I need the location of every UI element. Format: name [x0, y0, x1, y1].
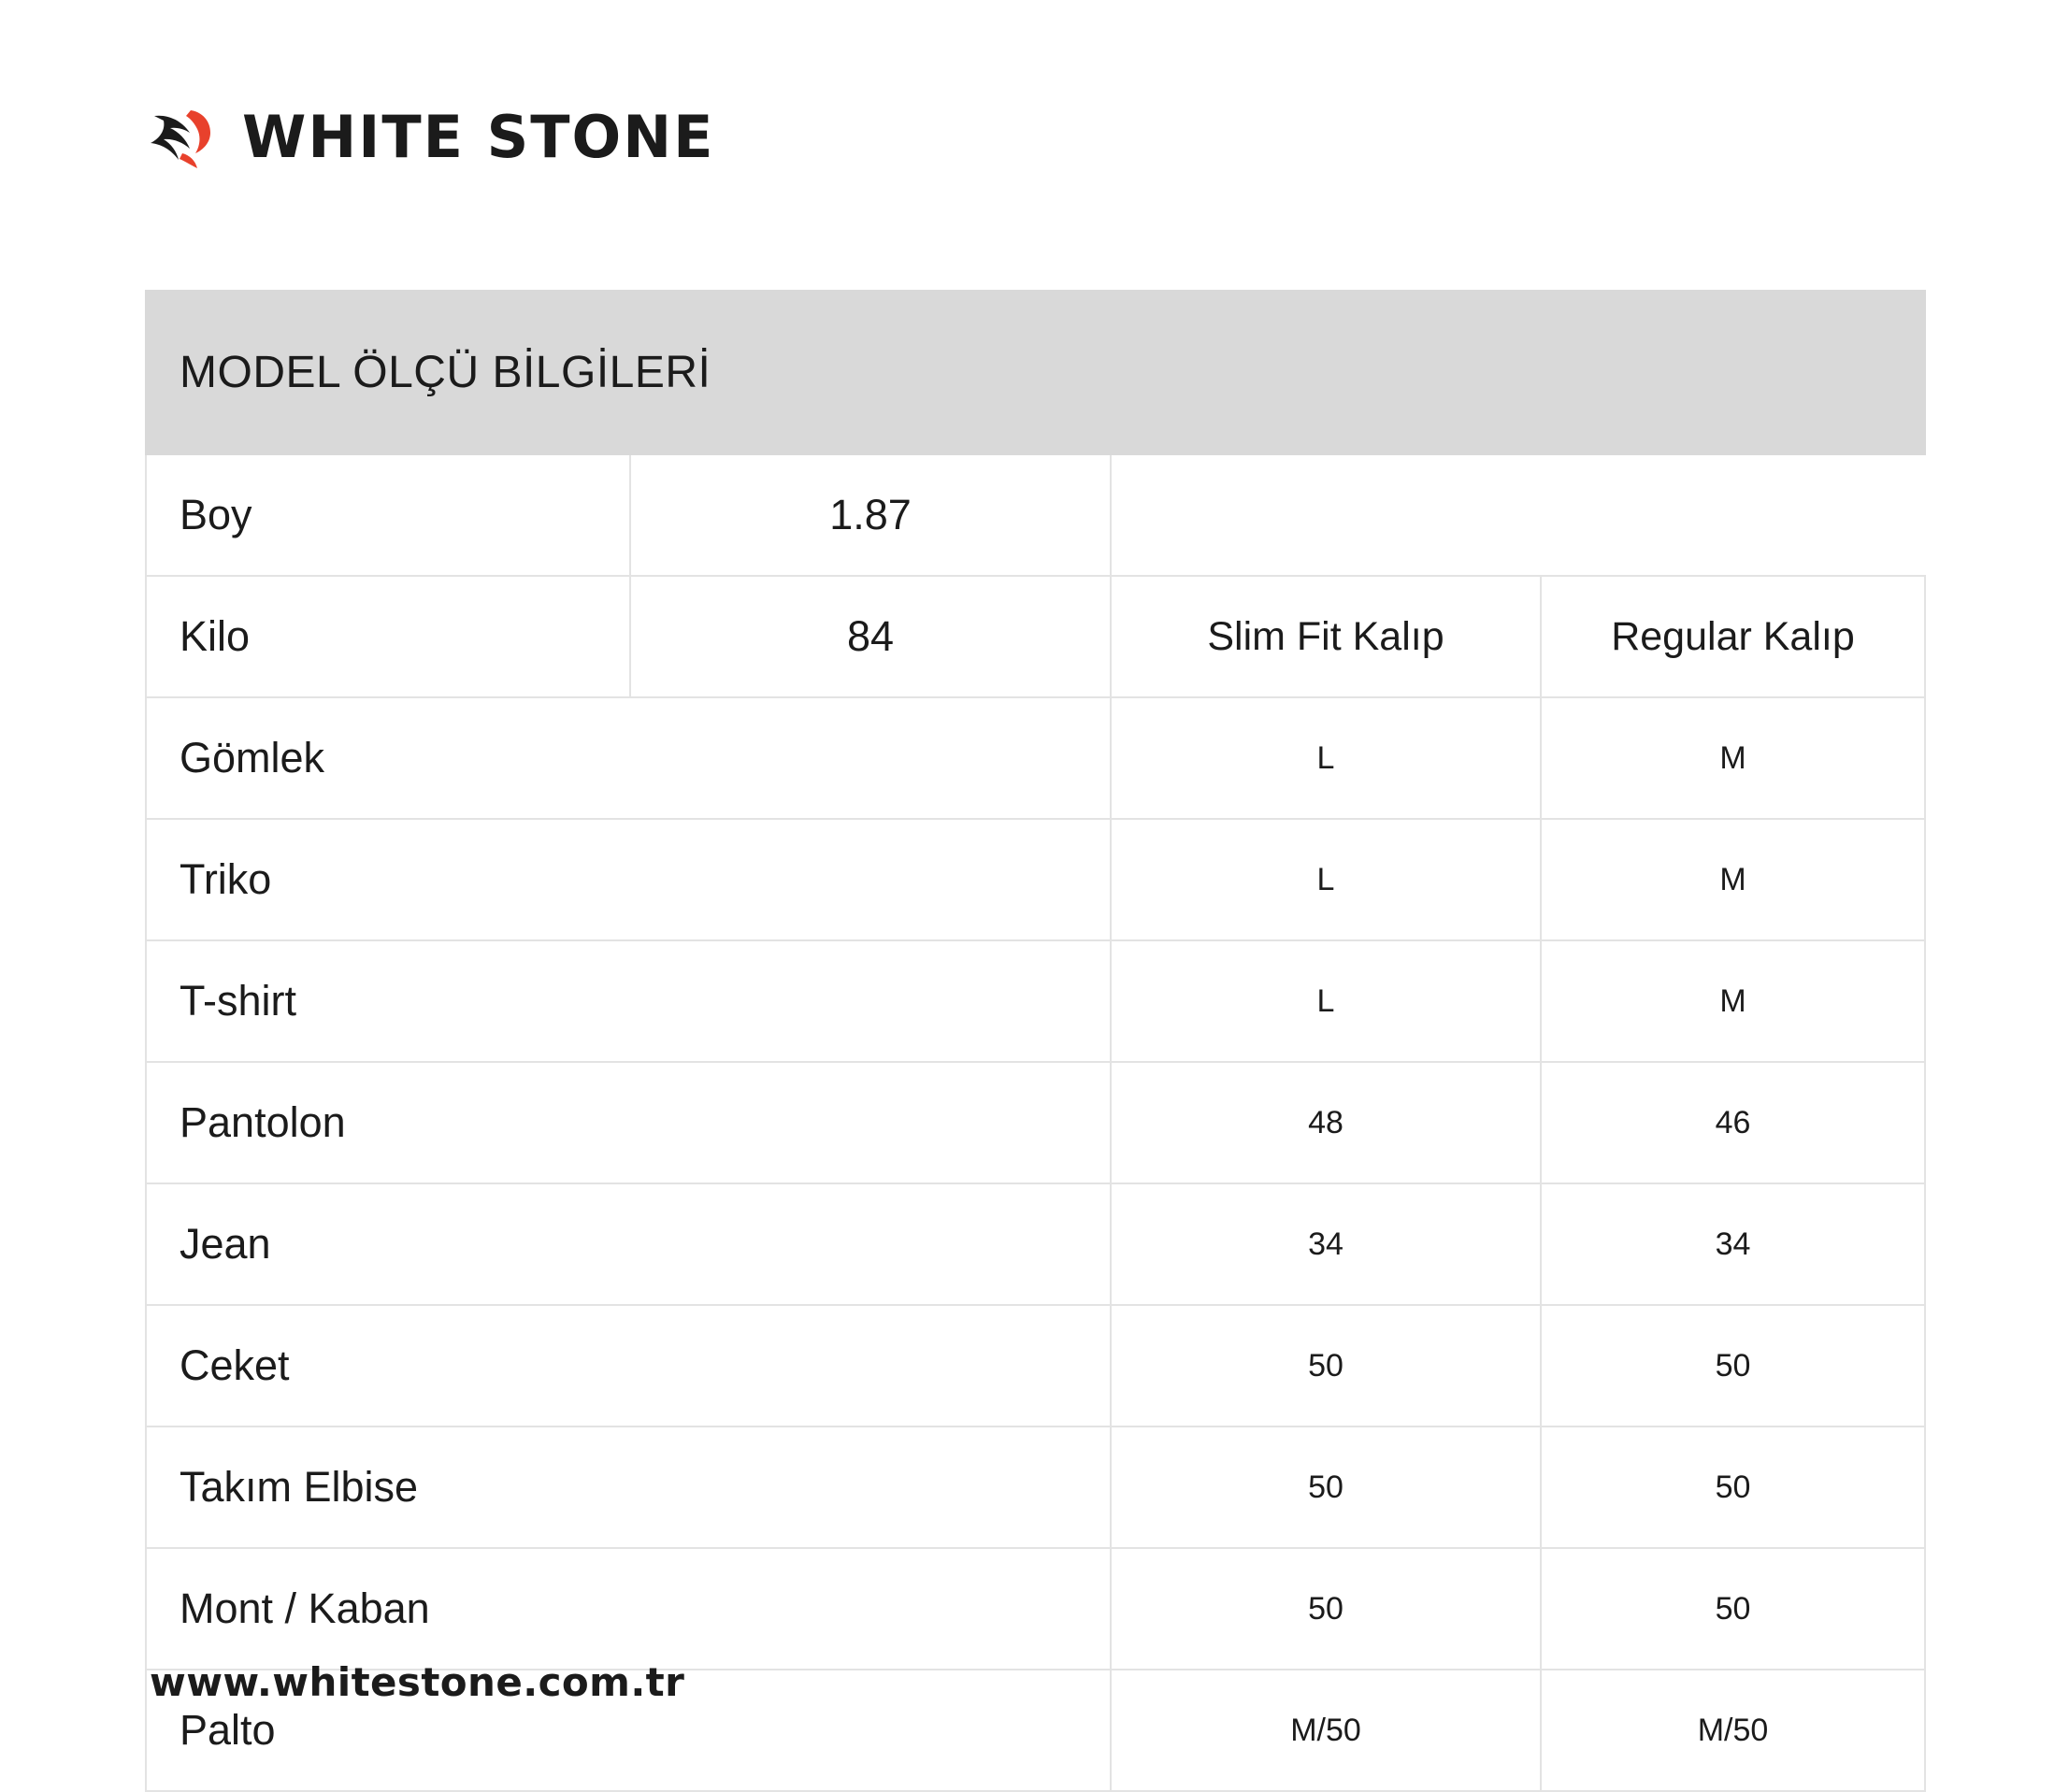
- row-regular-gomlek: M: [1541, 697, 1925, 819]
- row-regular-jean: 34: [1541, 1183, 1925, 1305]
- row-label-mont-kaban: Mont / Kaban: [146, 1548, 1111, 1670]
- brand-header: [145, 101, 714, 174]
- size-table-container: [145, 290, 1924, 1792]
- row-label-palto: Palto: [146, 1670, 1111, 1791]
- column-header-slim-fit: Slim Fit Kalıp: [1111, 576, 1541, 697]
- table-title-row: [146, 291, 1925, 454]
- row-value-boy: 1.87: [630, 454, 1111, 576]
- table-row: [146, 940, 1925, 1062]
- brand-name: WHITE STONE: [242, 103, 715, 171]
- row-slim-jean: 34: [1111, 1183, 1541, 1305]
- row-slim-takim-elbise: 50: [1111, 1426, 1541, 1548]
- table-row: [146, 576, 1925, 697]
- table-row: [146, 819, 1925, 940]
- row-slim-mont-kaban: 50: [1111, 1548, 1541, 1670]
- table-row: [146, 1062, 1925, 1183]
- row-regular-triko: M: [1541, 819, 1925, 940]
- row-label-ceket: Ceket: [146, 1305, 1111, 1426]
- row-label-jean: Jean: [146, 1183, 1111, 1305]
- row-regular-ceket: 50: [1541, 1305, 1925, 1426]
- row-regular-mont-kaban: 50: [1541, 1548, 1925, 1670]
- row-label-kilo: Kilo: [146, 576, 630, 697]
- row-label-boy: Boy: [146, 454, 630, 576]
- table-row: [146, 1305, 1925, 1426]
- table-row: [146, 1426, 1925, 1548]
- row-regular-tshirt: M: [1541, 940, 1925, 1062]
- row-regular-palto: M/50: [1541, 1670, 1925, 1791]
- row-slim-tshirt: L: [1111, 940, 1541, 1062]
- row-label-pantolon: Pantolon: [146, 1062, 1111, 1183]
- row-slim-palto: M/50: [1111, 1670, 1541, 1791]
- empty-cell: [1111, 454, 1925, 576]
- row-regular-pantolon: 46: [1541, 1062, 1925, 1183]
- website-url[interactable]: www.whitestone.com.tr: [150, 1659, 685, 1705]
- table-row: [146, 1548, 1925, 1670]
- bird-logo-icon: [145, 101, 218, 174]
- row-regular-takim-elbise: 50: [1541, 1426, 1925, 1548]
- table-row: [146, 697, 1925, 819]
- row-label-takim-elbise: Takım Elbise: [146, 1426, 1111, 1548]
- row-label-tshirt: T-shirt: [146, 940, 1111, 1062]
- table-row: [146, 454, 1925, 576]
- table-row: [146, 1183, 1925, 1305]
- model-measurements-table: [145, 290, 1926, 1792]
- row-slim-triko: L: [1111, 819, 1541, 940]
- row-slim-pantolon: 48: [1111, 1062, 1541, 1183]
- row-slim-gomlek: L: [1111, 697, 1541, 819]
- row-slim-ceket: 50: [1111, 1305, 1541, 1426]
- row-label-gomlek: Gömlek: [146, 697, 1111, 819]
- row-label-triko: Triko: [146, 819, 1111, 940]
- row-value-kilo: 84: [630, 576, 1111, 697]
- column-header-regular-fit: Regular Kalıp: [1541, 576, 1925, 697]
- table-title: MODEL ÖLÇÜ BİLGİLERİ: [146, 291, 1925, 454]
